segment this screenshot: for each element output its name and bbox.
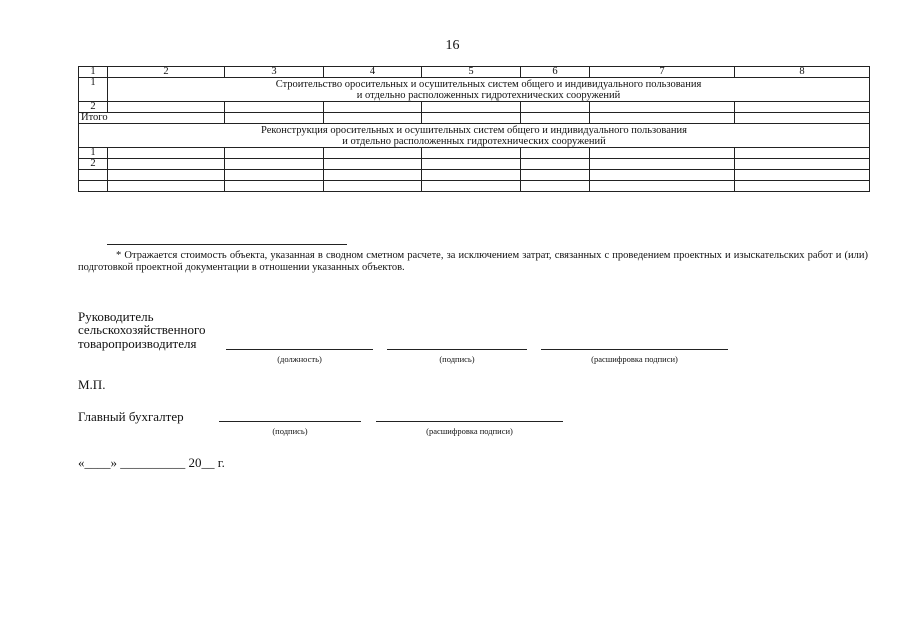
header-cell: 6 — [521, 67, 590, 78]
header-cell: 3 — [225, 67, 324, 78]
section2-title-line2: и отдельно расположенных гидротехнических сооружений — [342, 136, 606, 147]
total-label: Итого — [79, 113, 225, 124]
row-number — [79, 181, 108, 192]
data-table — [78, 66, 870, 192]
position-line[interactable] — [226, 349, 373, 350]
table-cell — [521, 148, 590, 159]
date-field: «____» __________ 20__ г. — [78, 455, 225, 470]
table-cell — [108, 170, 225, 181]
table-cell — [590, 113, 735, 124]
table-cell — [735, 159, 870, 170]
section2-row — [79, 124, 870, 148]
head-title-line2: сельскохозяйственного — [78, 322, 206, 337]
accountant-signature-line[interactable] — [219, 421, 361, 422]
table-cell — [521, 102, 590, 113]
table-cell — [108, 148, 225, 159]
table-cell — [108, 102, 225, 113]
table-cell — [422, 181, 521, 192]
table-cell — [225, 181, 324, 192]
table-cell — [225, 113, 324, 124]
accountant-signature-caption: (подпись) — [272, 426, 308, 436]
signature-line[interactable] — [387, 349, 527, 350]
table-cell — [422, 159, 521, 170]
table-row — [79, 170, 870, 181]
table-row — [79, 181, 870, 192]
table-cell — [521, 170, 590, 181]
decode-line[interactable] — [541, 349, 728, 350]
table-cell — [422, 170, 521, 181]
table-cell — [735, 181, 870, 192]
table-cell — [735, 102, 870, 113]
table-row — [79, 159, 870, 170]
stamp-placeholder: М.П. — [78, 377, 106, 392]
table-row — [79, 102, 870, 113]
row-number: 1 — [79, 148, 108, 159]
table-cell — [521, 113, 590, 124]
table-cell — [735, 113, 870, 124]
header-cell: 4 — [324, 67, 422, 78]
row-number: 1 — [79, 78, 108, 102]
table-cell — [324, 102, 422, 113]
table-cell — [108, 181, 225, 192]
table-cell — [735, 170, 870, 181]
table-cell — [590, 159, 735, 170]
signature-caption: (подпись) — [439, 354, 475, 364]
section2-title-line1: Реконструкция оросительных и осушительных систем общего и индивидуального пользования — [261, 125, 687, 136]
table-cell — [590, 102, 735, 113]
accountant-decode-caption: (расшифровка подписи) — [426, 426, 513, 436]
row-number: 2 — [79, 102, 108, 113]
table-cell — [590, 148, 735, 159]
position-caption: (должность) — [277, 354, 322, 364]
table-cell — [422, 148, 521, 159]
table-cell — [225, 159, 324, 170]
header-cell: 2 — [108, 67, 225, 78]
row-number — [79, 170, 108, 181]
head-title-line1: Руководитель — [78, 309, 154, 324]
accountant-decode-line[interactable] — [376, 421, 563, 422]
row-number: 2 — [79, 159, 108, 170]
table-cell — [108, 159, 225, 170]
header-cell: 1 — [79, 67, 108, 78]
section1-title-line1: Строительство оросительных и осушительных систем общего и индивидуального пользования — [275, 79, 702, 90]
table-cell — [324, 159, 422, 170]
table-cell — [324, 148, 422, 159]
page-number: 16 — [445, 38, 460, 53]
accountant-label: Главный бухгалтер — [78, 409, 184, 424]
table-cell — [225, 102, 324, 113]
section2-title — [79, 124, 870, 148]
header-row — [79, 67, 870, 78]
table-cell — [324, 181, 422, 192]
table-cell — [590, 170, 735, 181]
decode-caption: (расшифровка подписи) — [591, 354, 678, 364]
table-cell — [590, 181, 735, 192]
table-cell — [225, 148, 324, 159]
table-cell — [225, 170, 324, 181]
table-cell — [422, 113, 521, 124]
table-row — [79, 148, 870, 159]
table-cell — [521, 181, 590, 192]
header-cell: 7 — [590, 67, 735, 78]
header-cell: 5 — [422, 67, 521, 78]
section1-row — [79, 78, 870, 102]
table-cell — [422, 102, 521, 113]
table-cell — [521, 159, 590, 170]
section1-title-line2: и отдельно расположенных гидротехнических сооружений — [356, 90, 621, 101]
head-title-line3: товаропроизводителя — [78, 336, 197, 351]
total-row — [79, 113, 870, 124]
footnote: * Отражается стоимость объекта, указанная в сводном сметном расчете, за исключением затрат, связанных с проведением проектных и изыскательских работ и (или) подготовкой проектной документации в отношении указанных объектов. — [78, 250, 868, 273]
header-cell: 8 — [735, 67, 870, 78]
table-cell — [324, 170, 422, 181]
section1-title — [108, 78, 870, 102]
table-cell — [324, 113, 422, 124]
footnote-separator — [107, 244, 347, 245]
table-cell — [735, 148, 870, 159]
